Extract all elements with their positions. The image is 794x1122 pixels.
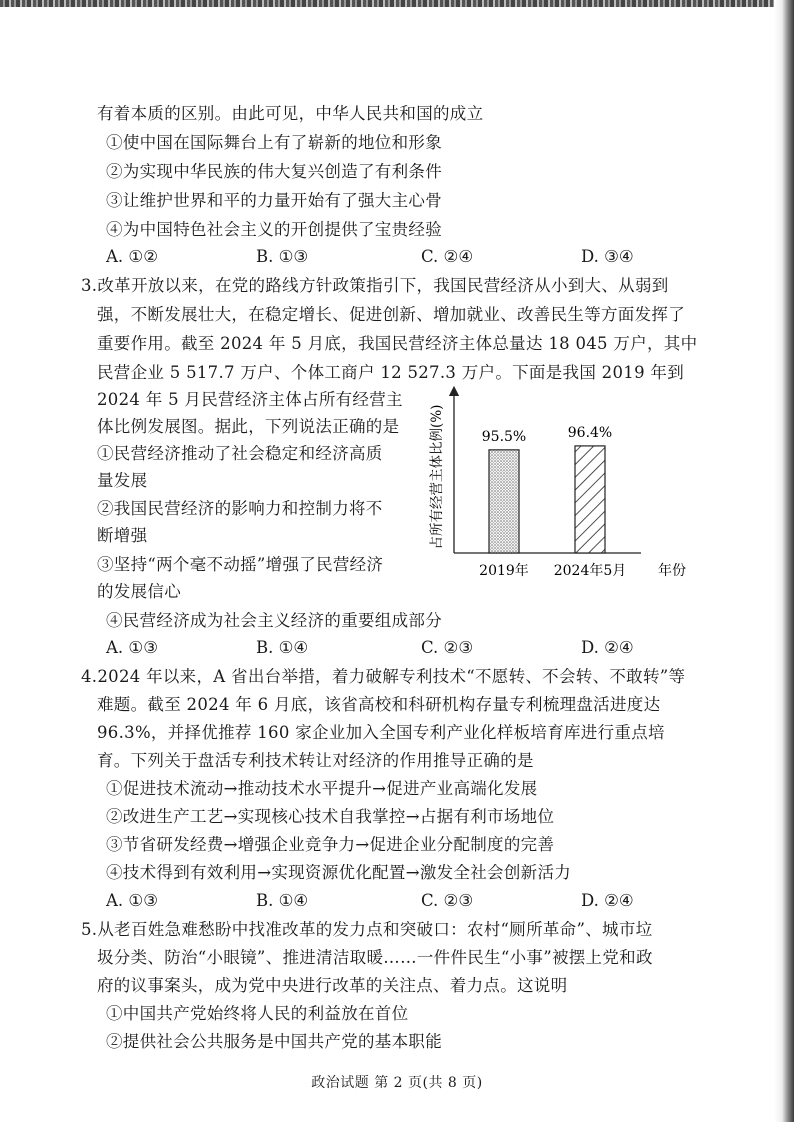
text-line: 强，不断发展壮大，在稳定增长、促进创新、增加就业、改善民生等方面发挥了 xyxy=(97,305,685,324)
option-d: D. ③④ xyxy=(581,247,634,266)
text-line: 量发展 xyxy=(97,471,148,490)
chart-bars xyxy=(479,425,626,579)
x-tick-label: 2024年5月 xyxy=(553,563,627,579)
option-a: A. ①③ xyxy=(106,638,158,657)
choice-statement: ④为中国特色社会主义的开创提供了宝贵经验 xyxy=(106,220,442,239)
question-5-stem: 5.从老百姓急难愁盼中找准改革的发力点和突破口：农村“厕所革命”、城市垃 xyxy=(81,920,653,939)
choice-statement: ③让维护世界和平的力量开始有了强大主心骨 xyxy=(106,191,442,210)
bar-1 xyxy=(489,450,519,553)
y-axis-label: 占所有经营主体比例(%) xyxy=(429,404,445,550)
question-4-stem: 4.2024 年以来，A 省出台举措，着力破解专利技术“不愿转、不会转、不敢转”等 xyxy=(81,667,686,686)
chart-axes xyxy=(454,391,641,553)
option-b: B. ①③ xyxy=(256,247,309,266)
question-3-stem: 3.改革开放以来，在党的路线方针政策指引下，我国民营经济从小到大、从弱到 xyxy=(81,276,669,295)
choice-statement: ②提供社会公共服务是中国共产党的基本职能 xyxy=(106,1032,442,1051)
choice-statement: ②改进生产工艺→实现核心技术自我掌控→占据有利市场地位 xyxy=(106,807,555,826)
choice-statement: ④民营经济成为社会主义经济的重要组成部分 xyxy=(106,611,442,630)
choice-statement: ①使中国在国际舞台上有了崭新的地位和形象 xyxy=(106,133,442,152)
choice-statement: ④技术得到有效利用→实现资源优化配置→激发全社会创新活力 xyxy=(106,863,572,882)
choice-statement: ③节省研发经费→增强企业竞争力→促进企业分配制度的完善 xyxy=(106,835,555,854)
answer-options-q2 xyxy=(106,247,666,267)
page-footer: 政治试题 第 2 页(共 8 页) xyxy=(311,1075,483,1091)
text-line: 断增强 xyxy=(97,526,148,545)
option-a: A. ①③ xyxy=(106,891,158,910)
answer-options-q4 xyxy=(106,891,666,911)
choice-statement: ①民营经济推动了社会稳定和经济高质 xyxy=(97,444,383,463)
text-line: 难题。截至 2024 年 6 月底，该省高校和科研机构存量专利梳理盘活进度达 xyxy=(97,695,661,714)
text-line: 有着本质的区别。由此可见，中华人民共和国的成立 xyxy=(97,104,484,123)
text-line: 府的议事案头，成为党中央进行改革的关注点、着力点。这说明 xyxy=(97,976,568,995)
bar-data-label: 96.4% xyxy=(567,424,613,441)
text-line: 96.3%，并择优推荐 160 家企业加入全国专利产业化样板培育库进行重点培 xyxy=(97,723,665,742)
x-axis-label: 年份 xyxy=(658,563,686,579)
text-line: 的发展信心 xyxy=(97,582,181,601)
x-tick-label: 2019年 xyxy=(479,563,529,579)
text-line: 重要作用。截至 2024 年 5 月底，我国民营经济主体总量达 18 045 万户，其中 xyxy=(97,334,698,353)
text-line: 2024 年 5 月民营经济主体占所有经营主 xyxy=(97,390,403,409)
option-a: A. ①② xyxy=(106,247,158,266)
option-c: C. ②③ xyxy=(421,638,474,657)
option-d: D. ②④ xyxy=(581,638,634,657)
answer-options-q3 xyxy=(106,638,666,658)
text-line: 民营企业 5 517.7 万户、个体工商户 12 527.3 万户。下面是我国 2019 年到 xyxy=(97,363,685,382)
bar-chart xyxy=(425,385,705,585)
choice-statement: ③坚持“两个毫不动摇”增强了民营经济 xyxy=(97,555,384,574)
bar-data-label: 95.5% xyxy=(481,428,527,445)
choice-statement: ②为实现中华民族的伟大复兴创造了有利条件 xyxy=(106,162,442,181)
choice-statement: ②我国民营经济的影响力和控制力将不 xyxy=(97,499,383,518)
choice-statement: ①中国共产党始终将人民的利益放在首位 xyxy=(106,1004,409,1023)
option-c: C. ②③ xyxy=(421,891,474,910)
text-line: 圾分类、防治“小眼镜”、推进清洁取暖……一件件民生“小事”被摆上党和政 xyxy=(97,948,653,967)
choice-statement: ①促进技术流动→推动技术水平提升→促进产业高端化发展 xyxy=(106,779,538,798)
option-d: D. ②④ xyxy=(581,891,634,910)
option-c: C. ②④ xyxy=(421,247,474,266)
text-line: 育。下列关于盘活专利技术转让对经济的作用推导正确的是 xyxy=(97,751,534,770)
text-line: 体比例发展图。据此，下列说法正确的是 xyxy=(97,417,400,436)
option-b: B. ①④ xyxy=(256,638,309,657)
option-b: B. ①④ xyxy=(256,891,309,910)
bar-2 xyxy=(575,446,605,553)
